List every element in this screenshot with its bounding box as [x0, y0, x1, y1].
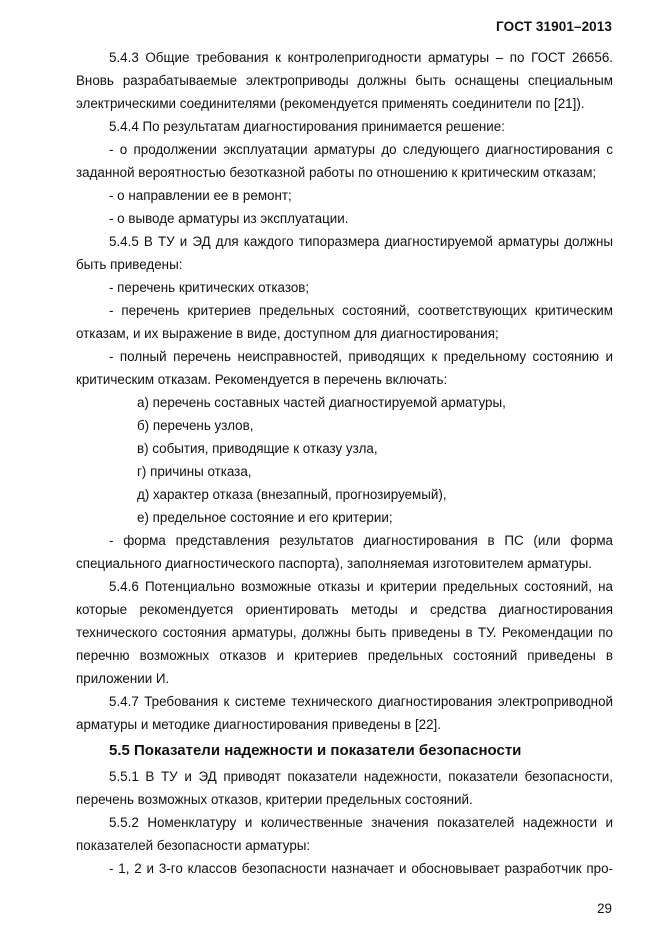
section-heading-5-5: 5.5 Показатели надежности и показатели безопасности — [109, 742, 522, 759]
paragraph-5-5-2: 5.5.2 Номенклатуру и количественные значения показателей надежности и показателей безопасности арматуры: — [76, 815, 613, 853]
page-number: 29 — [597, 901, 612, 916]
paragraph-5-4-5: 5.4.5 В ТУ и ЭД для каждого типоразмера диагностируемой арматуры должны быть приведены: — [76, 234, 613, 272]
paragraph-full-fault-list: - полный перечень неисправностей, приводящих к предельному состоянию и критическим отказам. Рекомендуется в перечень включать: — [76, 349, 613, 387]
paragraph-5-4-6: 5.4.6 Потенциально возможные отказы и критерии предельных состояний, на которые рекомендуется ориентировать методы и средства диагностирования технического состояния арматуры, должны быть приведены в ТУ. Рекомендации по перечню возможных отказов и критериев предельных состояний приведены в приложении И. — [76, 579, 613, 686]
document-code-header: ГОСТ 31901–2013 — [496, 19, 612, 34]
paragraph-send-to-repair: - о направлении ее в ремонт; — [109, 188, 292, 203]
list-item: е) предельное состояние и его критерии; — [137, 510, 393, 525]
paragraph-5-4-4: 5.4.4 По результатам диагностирования принимается решение: — [109, 119, 505, 134]
paragraph-result-form: - форма представления результатов диагностирования в ПС (или форма специального диагностического паспорта), заполняемая изготовителем арматуры. — [76, 533, 613, 571]
list-item: б) перечень узлов, — [137, 418, 254, 433]
list-item: а) перечень составных частей диагностируемой арматуры, — [137, 395, 506, 410]
paragraph-safety-classes: - 1, 2 и 3-го классов безопасности назначает и обосновывает разработчик про- — [109, 861, 613, 876]
paragraph-5-4-7: 5.4.7 Требования к системе технического диагностирования электроприводной арматуры и методике диагностирования приведены в [22]. — [76, 694, 613, 732]
paragraph-continue-operation: - о продолжении эксплуатации арматуры до следующего диагностирования с заданной вероятностью безотказной работы по отношению к критическим отказам; — [76, 142, 613, 180]
paragraph-critical-failures: - перечень критических отказов; — [109, 280, 310, 295]
list-item: в) события, приводящие к отказу узла, — [137, 441, 378, 456]
paragraph-5-5-1: 5.5.1 В ТУ и ЭД приводят показатели надежности, показатели безопасности, перечень возможных отказов, критерии предельных состояний. — [76, 769, 613, 807]
paragraph-5-4-3: 5.4.3 Общие требования к контролепригодности арматуры – по ГОСТ 26656. Вновь разрабатываемые электроприводы должны быть оснащены специальным электрическими соединителями (рекомендуется применять соединители по [21]). — [76, 50, 613, 111]
list-item: г) причины отказа, — [137, 464, 252, 479]
paragraph-decommission: - о выводе арматуры из эксплуатации. — [109, 211, 349, 226]
paragraph-limit-state-criteria: - перечень критериев предельных состояний, соответствующих критическим отказам, и их выражение в виде, доступном для диагностирования; — [76, 303, 613, 341]
list-item: д) характер отказа (внезапный, прогнозируемый), — [137, 487, 447, 502]
document-body — [76, 46, 613, 880]
